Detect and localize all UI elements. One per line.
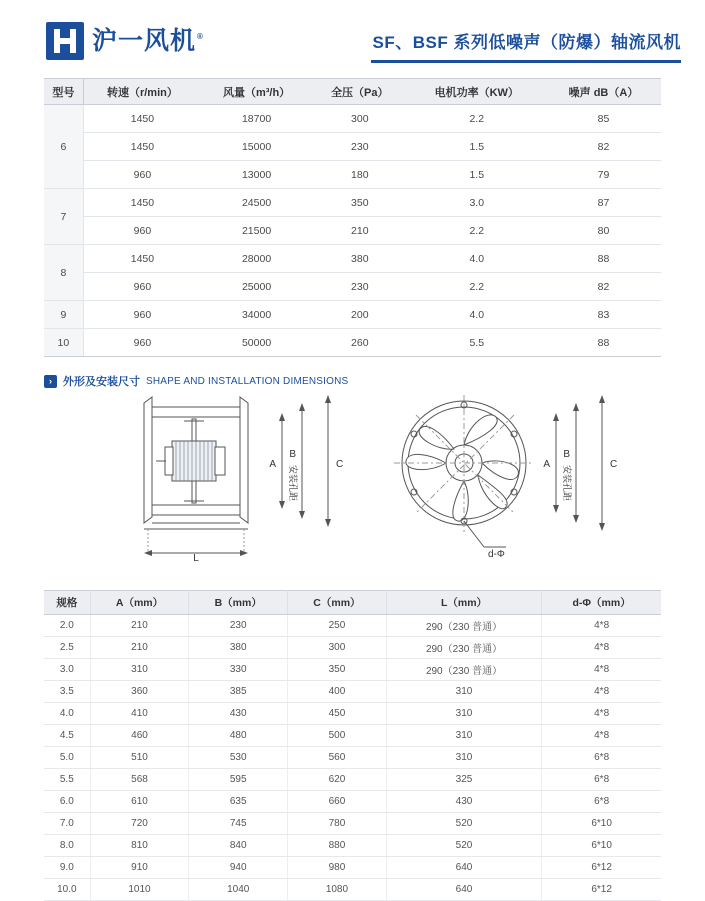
table-row	[44, 189, 661, 217]
cell-hole: 4*8	[542, 703, 661, 725]
cell-model: 9	[44, 301, 83, 329]
cell-airflow: 21500	[201, 217, 312, 245]
cell-a: 810	[90, 835, 189, 857]
front-label-B: B	[563, 449, 570, 460]
title-underline	[371, 60, 681, 63]
cell-size: 8.0	[44, 835, 90, 857]
cell-c: 450	[288, 703, 387, 725]
front-label-A: A	[543, 459, 550, 470]
cell-speed: 960	[83, 329, 201, 357]
cell-model: 7	[44, 189, 83, 245]
col-header-c: C（mm）	[288, 591, 387, 615]
cell-l: 520	[386, 813, 541, 835]
cell-a: 1010	[90, 879, 189, 901]
cell-model: 8	[44, 245, 83, 301]
cell-b: 230	[189, 615, 288, 637]
col-header-airflow: 风量（m³/h）	[201, 79, 312, 105]
table-row	[44, 879, 661, 901]
cell-size: 5.5	[44, 769, 90, 791]
cell-c: 620	[288, 769, 387, 791]
cell-model: 6	[44, 105, 83, 189]
cell-b: 380	[189, 637, 288, 659]
cell-noise: 80	[546, 217, 661, 245]
cell-pressure: 260	[312, 329, 407, 357]
cell-airflow: 28000	[201, 245, 312, 273]
col-header-pressure: 全压（Pa）	[312, 79, 407, 105]
cell-l: 310	[386, 681, 541, 703]
cell-c: 400	[288, 681, 387, 703]
cell-hole: 6*12	[542, 857, 661, 879]
col-header-hole: d-Φ（mm）	[542, 591, 661, 615]
cell-a: 510	[90, 747, 189, 769]
cell-airflow: 25000	[201, 273, 312, 301]
cell-pressure: 350	[312, 189, 407, 217]
cell-size: 2.5	[44, 637, 90, 659]
table-row	[44, 245, 661, 273]
cell-a: 610	[90, 791, 189, 813]
section-heading-cn: 外形及安装尺寸	[63, 376, 140, 388]
brand-name	[92, 26, 204, 55]
cell-hole: 4*8	[542, 615, 661, 637]
cell-b: 480	[189, 725, 288, 747]
table-header-row	[44, 79, 661, 105]
cell-c: 980	[288, 857, 387, 879]
page-header	[0, 0, 705, 78]
cell-pressure: 230	[312, 133, 407, 161]
cell-noise: 82	[546, 133, 661, 161]
cell-noise: 88	[546, 245, 661, 273]
cell-hole: 4*8	[542, 637, 661, 659]
col-header-model: 型号	[44, 79, 83, 105]
cell-hole: 6*8	[542, 747, 661, 769]
table-row	[44, 681, 661, 703]
cell-c: 250	[288, 615, 387, 637]
cell-airflow: 15000	[201, 133, 312, 161]
cell-a: 460	[90, 725, 189, 747]
cell-hole: 6*10	[542, 813, 661, 835]
table-header-row	[44, 591, 661, 615]
table-row	[44, 637, 661, 659]
cell-speed: 1450	[83, 189, 201, 217]
cell-noise: 85	[546, 105, 661, 133]
dimensions-table-body	[44, 615, 661, 901]
cell-airflow: 18700	[201, 105, 312, 133]
cell-speed: 1450	[83, 105, 201, 133]
table-row	[44, 161, 661, 189]
cell-noise: 87	[546, 189, 661, 217]
col-header-speed: 转速（r/min）	[83, 79, 201, 105]
cell-l: 310	[386, 703, 541, 725]
table-row	[44, 769, 661, 791]
cell-airflow: 50000	[201, 329, 312, 357]
cell-size: 3.0	[44, 659, 90, 681]
cell-pressure: 180	[312, 161, 407, 189]
cell-noise: 82	[546, 273, 661, 301]
table-row	[44, 273, 661, 301]
cell-pressure: 230	[312, 273, 407, 301]
front-label-B-note: 安装孔距	[562, 465, 572, 502]
brand-name-text: 沪一风机	[92, 26, 197, 55]
cell-power: 1.5	[408, 133, 546, 161]
col-header-size: 规格	[44, 591, 90, 615]
cell-a: 568	[90, 769, 189, 791]
company-logo-icon	[46, 22, 84, 60]
table-row	[44, 813, 661, 835]
table-row	[44, 615, 661, 637]
cell-b: 530	[189, 747, 288, 769]
cell-speed: 1450	[83, 245, 201, 273]
cell-hole: 6*8	[542, 769, 661, 791]
cell-a: 310	[90, 659, 189, 681]
cell-hole: 4*8	[542, 725, 661, 747]
cell-power: 5.5	[408, 329, 546, 357]
table-row	[44, 301, 661, 329]
cell-l: 310	[386, 725, 541, 747]
cell-airflow: 34000	[201, 301, 312, 329]
cell-airflow: 13000	[201, 161, 312, 189]
cell-l: 640	[386, 857, 541, 879]
cell-b: 595	[189, 769, 288, 791]
cell-speed: 1450	[83, 133, 201, 161]
cell-l: 310	[386, 747, 541, 769]
cell-size: 7.0	[44, 813, 90, 835]
cell-a: 210	[90, 615, 189, 637]
section-heading	[44, 373, 705, 389]
cell-a: 720	[90, 813, 189, 835]
col-header-noise: 噪声 dB（A）	[546, 79, 661, 105]
cell-l: 640	[386, 879, 541, 901]
table-row	[44, 725, 661, 747]
cell-a: 360	[90, 681, 189, 703]
side-label-B: B	[289, 449, 296, 460]
cell-c: 560	[288, 747, 387, 769]
col-header-l: L（mm）	[386, 591, 541, 615]
technical-drawing	[44, 395, 661, 590]
registered-mark: ®	[197, 32, 204, 42]
table-row	[44, 835, 661, 857]
brand-logo	[46, 22, 204, 60]
cell-speed: 960	[83, 217, 201, 245]
cell-power: 2.2	[408, 105, 546, 133]
drawing-svg	[44, 395, 661, 590]
cell-noise: 79	[546, 161, 661, 189]
table-row	[44, 217, 661, 245]
col-header-b: B（mm）	[189, 591, 288, 615]
performance-table-body	[44, 105, 661, 357]
table-row	[44, 791, 661, 813]
cell-speed: 960	[83, 301, 201, 329]
cell-pressure: 380	[312, 245, 407, 273]
cell-b: 1040	[189, 879, 288, 901]
performance-table	[44, 78, 661, 357]
side-label-C: C	[336, 459, 344, 470]
cell-size: 2.0	[44, 615, 90, 637]
cell-hole: 6*10	[542, 835, 661, 857]
side-label-L: L	[193, 553, 199, 564]
cell-power: 4.0	[408, 301, 546, 329]
cell-size: 9.0	[44, 857, 90, 879]
cell-c: 350	[288, 659, 387, 681]
cell-power: 2.2	[408, 273, 546, 301]
cell-size: 6.0	[44, 791, 90, 813]
cell-l: 290（230 普通）	[386, 615, 541, 637]
side-label-B-note: 安装孔距	[288, 465, 298, 502]
table-row	[44, 857, 661, 879]
cell-power: 4.0	[408, 245, 546, 273]
cell-noise: 88	[546, 329, 661, 357]
table-row	[44, 703, 661, 725]
front-label-C: C	[610, 459, 618, 470]
cell-power: 2.2	[408, 217, 546, 245]
cell-l: 430	[386, 791, 541, 813]
cell-a: 910	[90, 857, 189, 879]
cell-model: 10	[44, 329, 83, 357]
page-title: SF、BSF 系列低噪声（防爆）轴流风机	[372, 33, 681, 52]
cell-size: 10.0	[44, 879, 90, 901]
cell-power: 1.5	[408, 161, 546, 189]
cell-c: 880	[288, 835, 387, 857]
cell-pressure: 210	[312, 217, 407, 245]
side-label-A: A	[269, 459, 276, 470]
cell-power: 3.0	[408, 189, 546, 217]
cell-b: 330	[189, 659, 288, 681]
table-row	[44, 747, 661, 769]
cell-hole: 4*8	[542, 659, 661, 681]
chevron-right-icon: ›	[44, 375, 57, 388]
cell-a: 410	[90, 703, 189, 725]
cell-b: 385	[189, 681, 288, 703]
table-row	[44, 133, 661, 161]
cell-pressure: 200	[312, 301, 407, 329]
table-row	[44, 105, 661, 133]
cell-b: 430	[189, 703, 288, 725]
dimensions-table	[44, 590, 661, 901]
cell-l: 290（230 普通）	[386, 637, 541, 659]
cell-l: 290（230 普通）	[386, 659, 541, 681]
section-heading-en: SHAPE AND INSTALLATION DIMENSIONS	[146, 375, 349, 387]
cell-b: 940	[189, 857, 288, 879]
cell-c: 660	[288, 791, 387, 813]
cell-c: 1080	[288, 879, 387, 901]
col-header-a: A（mm）	[90, 591, 189, 615]
cell-pressure: 300	[312, 105, 407, 133]
cell-size: 4.5	[44, 725, 90, 747]
cell-speed: 960	[83, 273, 201, 301]
cell-l: 325	[386, 769, 541, 791]
cell-hole: 6*8	[542, 791, 661, 813]
cell-c: 500	[288, 725, 387, 747]
cell-l: 520	[386, 835, 541, 857]
cell-size: 5.0	[44, 747, 90, 769]
cell-a: 210	[90, 637, 189, 659]
cell-noise: 83	[546, 301, 661, 329]
cell-b: 635	[189, 791, 288, 813]
table-row	[44, 659, 661, 681]
col-header-power: 电机功率（KW）	[408, 79, 546, 105]
cell-speed: 960	[83, 161, 201, 189]
cell-c: 300	[288, 637, 387, 659]
cell-hole: 6*12	[542, 879, 661, 901]
front-label-hole: d-Φ	[488, 549, 505, 560]
cell-airflow: 24500	[201, 189, 312, 217]
cell-hole: 4*8	[542, 681, 661, 703]
cell-size: 3.5	[44, 681, 90, 703]
cell-b: 840	[189, 835, 288, 857]
cell-size: 4.0	[44, 703, 90, 725]
cell-c: 780	[288, 813, 387, 835]
table-row	[44, 329, 661, 357]
cell-b: 745	[189, 813, 288, 835]
